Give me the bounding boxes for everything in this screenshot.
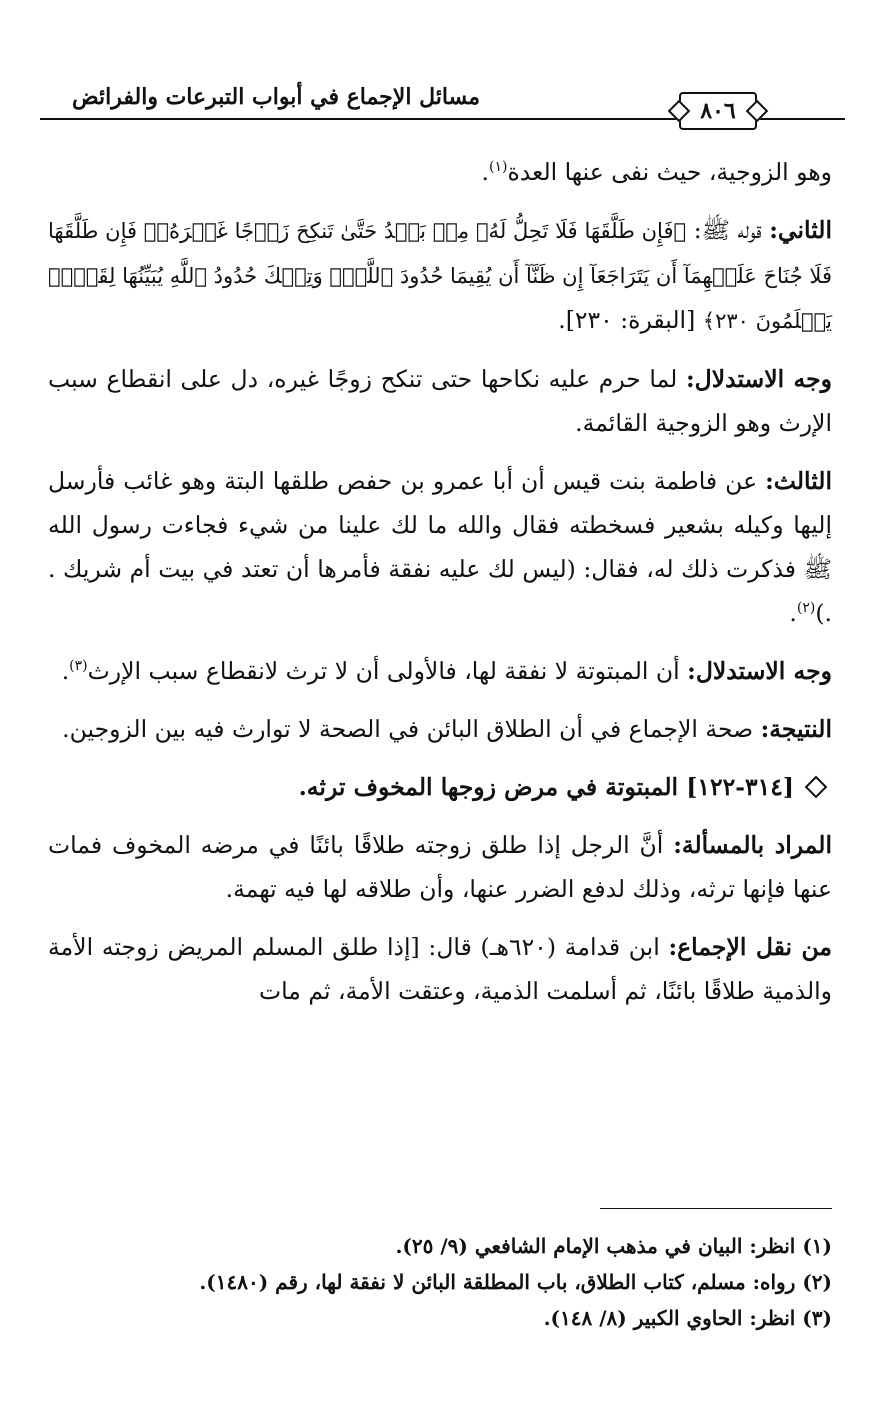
paragraph-text: وهو الزوجية، حيث نفى عنها العدة (507, 158, 832, 186)
paragraph-second-evidence (48, 208, 832, 343)
quran-verse: ﴿فَإِن طَلَّقَهَا فَلَا تَحِلُّ لَهُۥ مِنۢ بَعۡدُ حَتَّىٰ تَنكِحَ زَوۡجًا غَيۡرَهُۥۗ فَإِن طَلَّقَهَا فَلَا جُنَاحَ عَلَيۡهِمَآ أَن يَتَرَاجَعَآ إِن ظَنَّآ أَن يُقِيمَا حُدُودَ ٱللَّهِۗ وَتِلۡكَ حُدُودُ ٱللَّهِ يُبَيِّنُهَا لِقَوۡمٖ يَعۡلَمُونَ ٢٣٠﴾ (48, 219, 832, 333)
paragraph-lead: المراد بالمسألة: (673, 831, 833, 859)
footnote-marker: (٢) (796, 600, 816, 617)
footnote-marker: (١) (489, 159, 508, 176)
paragraph-inference (48, 649, 832, 693)
paragraph-text: لما حرم عليه نكاحها حتى تنكح زوجًا غيره، دل على انقطاع سبب الإرث وهو الزوجية القائمة. (48, 365, 832, 437)
paragraph-lead: الثالث: (765, 467, 832, 495)
footnotes (48, 1228, 832, 1336)
footnote: (١) انظر: البيان في مذهب الإمام الشافعي (٩/ ٢٥). (395, 1234, 832, 1258)
footnote: (٢) رواه: مسلم، كتاب الطلاق، باب المطلقة البائن لا نفقة لها، رقم (١٤٨٠). (199, 1270, 832, 1294)
paragraph-text: أن المبتوتة لا نفقة لها، فالأولى أن لا ترث لانقطاع سبب الإرث (87, 657, 680, 685)
paragraph-tail: . (481, 158, 489, 186)
paragraph-meaning (48, 823, 832, 911)
footnote-marker: (٣) (69, 658, 88, 675)
diamond-bullet-icon (805, 776, 828, 799)
paragraph-lead: وجه الاستدلال: (687, 657, 832, 685)
paragraph-inference (48, 357, 832, 445)
paragraph-tail: . (61, 657, 70, 685)
paragraph-third-evidence (48, 459, 832, 635)
paragraph-text: قوله ﷺ: (693, 216, 762, 244)
paragraph-text: ابن قدامة (٦٢٠هـ) قال: [إذا طلق المسلم المريض زوجته الأمة والذمية طلاقًا بائنًا، ثم أسلمت الذمية، وعتقت الأمة، ثم مات (48, 933, 832, 1005)
paragraph-lead: النتيجة: (760, 715, 832, 743)
page-number: ٨٠٦ (679, 92, 757, 130)
paragraph-lead: من نقل الإجماع: (668, 933, 832, 961)
paragraph-lead: وجه الاستدلال: (685, 365, 832, 393)
section-heading-text: [٣١٤-١٢٢] المبتوتة في مرض زوجها المخوف ترثه. (298, 773, 794, 801)
running-header (40, 78, 845, 128)
paragraph-result (48, 707, 832, 751)
paragraph-consensus-source (48, 925, 832, 1013)
footnote-separator (600, 1208, 832, 1209)
paragraph-text: أنَّ الرجل إذا طلق زوجته طلاقًا بائنًا في مرضه المخوف فمات عنها فإنها ترثه، وذلك لدفع الضرر عنها، وأن طلاقه لها فيه تهمة. (48, 831, 832, 903)
footnote: (٣) انظر: الحاوي الكبير (٨/ ١٤٨). (543, 1306, 832, 1330)
paragraph-text: عن فاطمة بنت قيس أن أبا عمرو بن حفص طلقها البتة وهو غائب فأرسل إليها وكيله بشعير فسخطته فقال والله ما لك علينا من شيء فجاءت رسول الله ﷺ فذكرت ذلك له، فقال: (ليس لك عليه نفقة فأمرها أن تعتد في بيت أم شريك . .) (48, 467, 832, 627)
verse-citation: [البقرة: ٢٣٠]. (558, 306, 696, 334)
paragraph-text: صحة الإجماع في أن الطلاق البائن في الصحة لا توارث فيه بين الزوجين. (62, 715, 754, 743)
main-text (48, 150, 832, 1027)
paragraph-lead: الثاني: (769, 216, 832, 244)
section-heading (48, 765, 832, 809)
header-title: مسائل الإجماع في أبواب التبرعات والفرائض (72, 84, 480, 110)
paragraph-tail: . (789, 599, 797, 627)
paragraph (48, 150, 832, 194)
